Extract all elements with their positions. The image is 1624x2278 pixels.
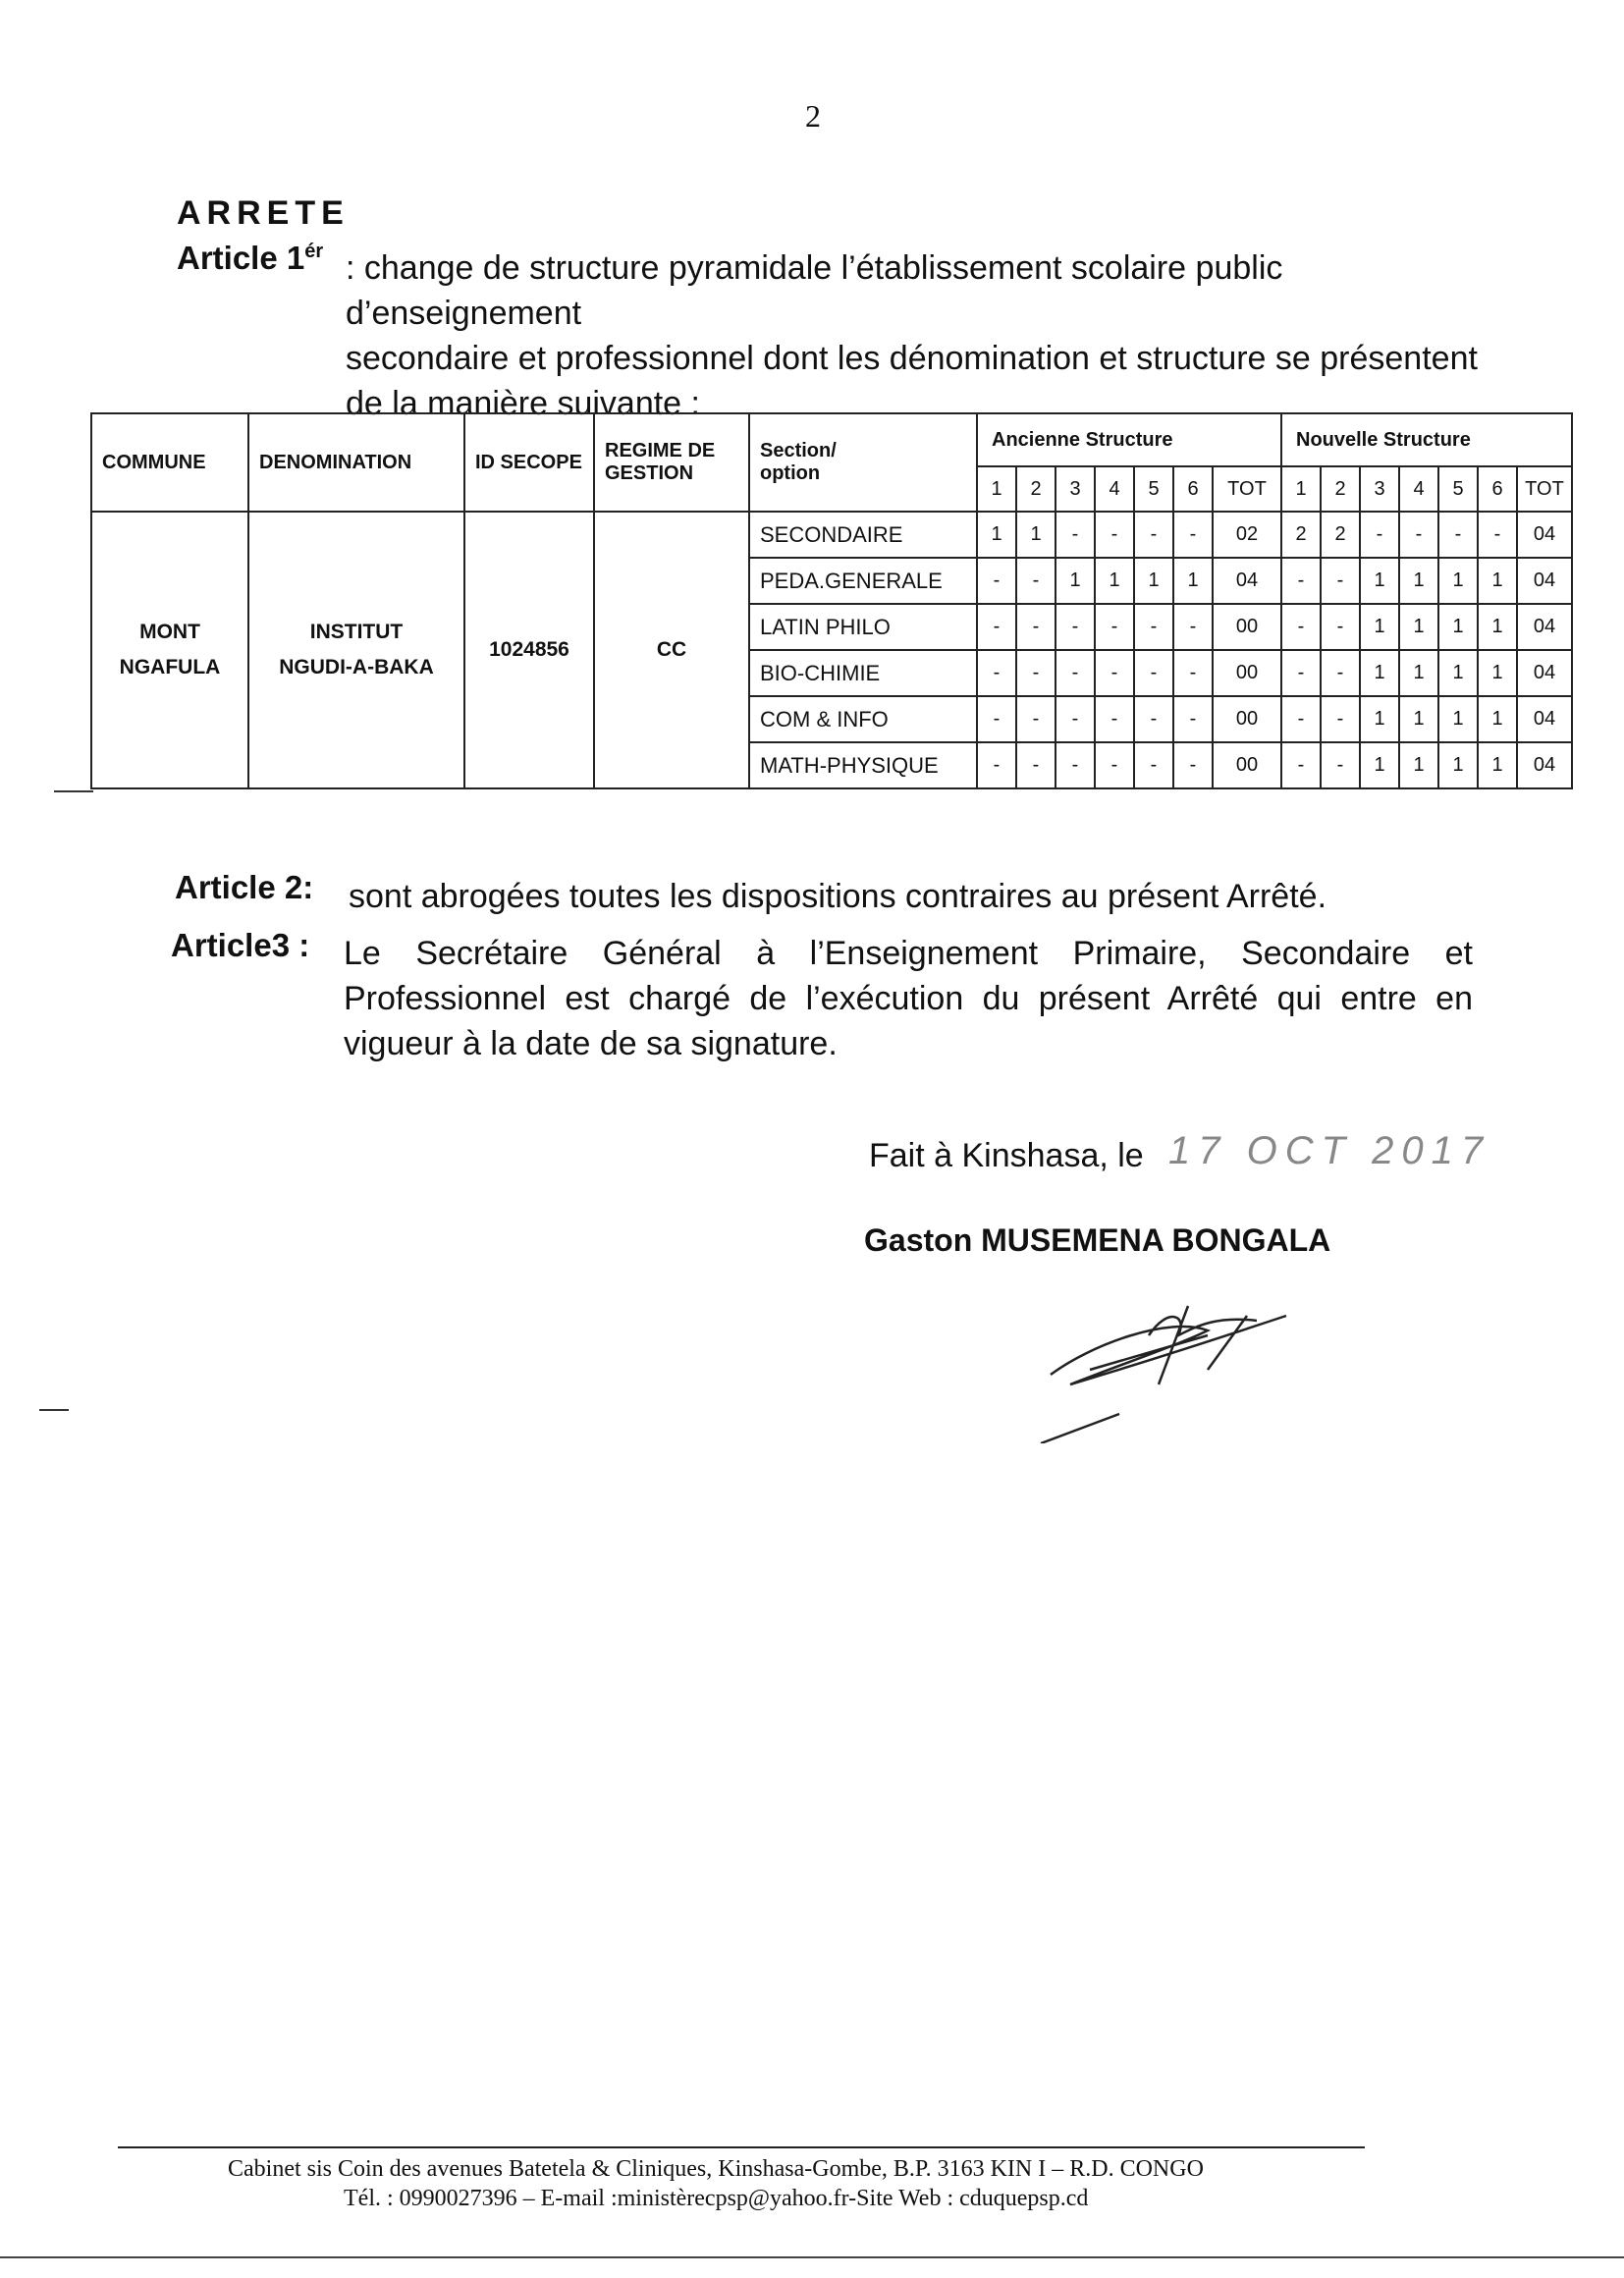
- nouvelle-value-cell: -: [1399, 512, 1438, 558]
- ancienne-value-cell: -: [1016, 696, 1056, 742]
- article-1-line-2: secondaire et professionnel dont les dénomination et structure se présentent: [346, 340, 1478, 377]
- header-nouvelle-col: 4: [1399, 466, 1438, 512]
- header-section: [749, 413, 977, 512]
- article-1-line-3: de la manière suivante :: [346, 385, 700, 422]
- nouvelle-value-cell: 1: [1438, 604, 1478, 650]
- nouvelle-value-cell: 1: [1478, 558, 1517, 604]
- date-line: Fait à Kinshasa, le: [869, 1137, 1144, 1174]
- ancienne-value-cell: -: [1095, 696, 1134, 742]
- nouvelle-value-cell: 1: [1478, 604, 1517, 650]
- header-section-line-2: option: [760, 462, 821, 484]
- header-ancienne-col: 1: [977, 466, 1016, 512]
- ancienne-value-cell: -: [1134, 696, 1173, 742]
- ancienne-value-cell: -: [1134, 512, 1173, 558]
- ancienne-value-cell: -: [1095, 650, 1134, 696]
- header-nouvelle-structure: Nouvelle Structure: [1281, 413, 1572, 466]
- ancienne-value-cell: -: [1173, 650, 1213, 696]
- table-header-row-1: [91, 413, 1572, 466]
- nouvelle-value-cell: -: [1321, 604, 1360, 650]
- nouvelle-value-cell: 1: [1399, 558, 1438, 604]
- header-nouvelle-col: 2: [1321, 466, 1360, 512]
- article-1-line-1: : change de structure pyramidale l’établissement scolaire public d’enseignement: [346, 249, 1283, 332]
- ancienne-value-cell: -: [1095, 512, 1134, 558]
- nouvelle-value-cell: 1: [1399, 742, 1438, 788]
- nouvelle-value-cell: 1: [1360, 742, 1399, 788]
- ancienne-value-cell: 1: [1173, 558, 1213, 604]
- ancienne-value-cell: -: [977, 650, 1016, 696]
- section-option-cell: SECONDAIRE: [749, 512, 977, 558]
- ancienne-value-cell: 02: [1213, 512, 1281, 558]
- ancienne-value-cell: -: [1056, 650, 1095, 696]
- denomination-cell-line: NGUDI-A-BAKA: [279, 656, 434, 678]
- ancienne-value-cell: -: [1134, 742, 1173, 788]
- commune-cell: [91, 512, 248, 788]
- signatory-name: Gaston MUSEMENA BONGALA: [864, 1222, 1331, 1258]
- ancienne-value-cell: -: [1134, 604, 1173, 650]
- ancienne-value-cell: -: [1173, 512, 1213, 558]
- section-option-cell: MATH-PHYSIQUE: [749, 742, 977, 788]
- header-ancienne-col: 4: [1095, 466, 1134, 512]
- nouvelle-value-cell: 1: [1478, 696, 1517, 742]
- ancienne-value-cell: 1: [977, 512, 1016, 558]
- date-stamp: 17 OCT 2017: [1168, 1129, 1491, 1172]
- nouvelle-value-cell: 04: [1517, 742, 1572, 788]
- article-2-text: sont abrogées toutes les dispositions contraires au présent Arrêté.: [349, 878, 1327, 915]
- section-option-cell: PEDA.GENERALE: [749, 558, 977, 604]
- nouvelle-value-cell: 1: [1399, 604, 1438, 650]
- nouvelle-value-cell: -: [1321, 742, 1360, 788]
- header-ancienne-col: 6: [1173, 466, 1213, 512]
- header-ancienne-structure: Ancienne Structure: [977, 413, 1281, 466]
- nouvelle-value-cell: -: [1321, 558, 1360, 604]
- page-number: 2: [805, 98, 821, 134]
- nouvelle-value-cell: 1: [1360, 650, 1399, 696]
- nouvelle-value-cell: -: [1281, 604, 1321, 650]
- nouvelle-value-cell: 1: [1360, 558, 1399, 604]
- nouvelle-value-cell: -: [1321, 650, 1360, 696]
- ancienne-value-cell: -: [1095, 742, 1134, 788]
- header-nouvelle-col: TOT: [1517, 466, 1572, 512]
- ancienne-value-cell: -: [1056, 512, 1095, 558]
- header-ancienne-col: 2: [1016, 466, 1056, 512]
- ancienne-value-cell: -: [977, 604, 1016, 650]
- nouvelle-value-cell: 2: [1321, 512, 1360, 558]
- nouvelle-value-cell: 1: [1438, 742, 1478, 788]
- header-regime: [594, 413, 749, 512]
- section-option-cell: LATIN PHILO: [749, 604, 977, 650]
- structure-table: [90, 412, 1573, 789]
- commune-cell-line: NGAFULA: [119, 656, 221, 678]
- footer-rule: [118, 2146, 1365, 2148]
- article-1-text: [346, 245, 1514, 426]
- nouvelle-value-cell: 2: [1281, 512, 1321, 558]
- handwritten-signature: [1031, 1276, 1355, 1443]
- regime-cell-line: CC: [656, 638, 687, 661]
- ancienne-value-cell: -: [1016, 742, 1056, 788]
- nouvelle-value-cell: 1: [1438, 558, 1478, 604]
- header-regime-line-2: GESTION: [605, 462, 694, 484]
- nouvelle-value-cell: 1: [1478, 650, 1517, 696]
- ancienne-value-cell: 1: [1056, 558, 1095, 604]
- nouvelle-value-cell: -: [1478, 512, 1517, 558]
- header-denomination: DENOMINATION: [248, 413, 464, 512]
- nouvelle-value-cell: 04: [1517, 696, 1572, 742]
- header-ancienne-col: 3: [1056, 466, 1095, 512]
- footer-contact: Tél. : 0990027396 – E-mail :ministèrecpsp@yahoo.fr-Site Web : cduquepsp.cd: [344, 2186, 1089, 2211]
- ancienne-value-cell: -: [1056, 696, 1095, 742]
- header-regime-line-1: REGIME DE: [605, 440, 716, 461]
- ancienne-value-cell: -: [1173, 696, 1213, 742]
- regime-cell: [594, 512, 749, 788]
- commune-cell-line: MONT: [139, 621, 200, 643]
- ancienne-value-cell: -: [1134, 650, 1173, 696]
- ancienne-value-cell: -: [1016, 558, 1056, 604]
- nouvelle-value-cell: 1: [1438, 650, 1478, 696]
- section-option-cell: BIO-CHIMIE: [749, 650, 977, 696]
- nouvelle-value-cell: -: [1281, 650, 1321, 696]
- article-1-label-text: Article 1: [177, 240, 305, 276]
- ancienne-value-cell: 1: [1134, 558, 1173, 604]
- ancienne-value-cell: -: [977, 558, 1016, 604]
- nouvelle-value-cell: -: [1281, 558, 1321, 604]
- section-option-cell: COM & INFO: [749, 696, 977, 742]
- ancienne-value-cell: 00: [1213, 742, 1281, 788]
- nouvelle-value-cell: 1: [1399, 650, 1438, 696]
- nouvelle-value-cell: -: [1438, 512, 1478, 558]
- header-ancienne-col: 5: [1134, 466, 1173, 512]
- header-nouvelle-col: 3: [1360, 466, 1399, 512]
- nouvelle-value-cell: 1: [1478, 742, 1517, 788]
- ancienne-value-cell: 1: [1095, 558, 1134, 604]
- scan-mark: [54, 790, 93, 792]
- ancienne-value-cell: 1: [1016, 512, 1056, 558]
- ancienne-value-cell: -: [1095, 604, 1134, 650]
- nouvelle-value-cell: 04: [1517, 512, 1572, 558]
- nouvelle-value-cell: 04: [1517, 604, 1572, 650]
- nouvelle-value-cell: -: [1281, 742, 1321, 788]
- nouvelle-value-cell: -: [1321, 696, 1360, 742]
- ancienne-value-cell: -: [1173, 604, 1213, 650]
- nouvelle-value-cell: 04: [1517, 650, 1572, 696]
- header-nouvelle-col: 5: [1438, 466, 1478, 512]
- article-1-label: [177, 240, 323, 277]
- nouvelle-value-cell: 1: [1360, 696, 1399, 742]
- nouvelle-value-cell: 1: [1438, 696, 1478, 742]
- header-id-secope: ID SECOPE: [464, 413, 594, 512]
- header-nouvelle-col: 6: [1478, 466, 1517, 512]
- article-1-superscript: ér: [304, 241, 324, 262]
- nouvelle-value-cell: 1: [1360, 604, 1399, 650]
- ancienne-value-cell: -: [1016, 604, 1056, 650]
- nouvelle-value-cell: -: [1360, 512, 1399, 558]
- ancienne-value-cell: -: [1173, 742, 1213, 788]
- nouvelle-value-cell: 04: [1517, 558, 1572, 604]
- ancienne-value-cell: 04: [1213, 558, 1281, 604]
- ancienne-value-cell: 00: [1213, 650, 1281, 696]
- ancienne-value-cell: 00: [1213, 696, 1281, 742]
- scan-mark: [39, 1409, 69, 1411]
- article-3-label: Article3 :: [171, 927, 310, 963]
- header-ancienne-col: TOT: [1213, 466, 1281, 512]
- denomination-cell: [248, 512, 464, 788]
- article-3-text: Le Secrétaire Général à l’Enseignement Primaire, Secondaire et Professionnel est chargé de l’exécution du présent Arrêté qui entre en vigueur à la date de sa signature.: [344, 935, 1473, 1062]
- article-2-label: Article 2:: [175, 869, 314, 905]
- denomination-cell-line: INSTITUT: [309, 621, 404, 643]
- ancienne-value-cell: -: [977, 742, 1016, 788]
- ancienne-value-cell: -: [977, 696, 1016, 742]
- header-nouvelle-col: 1: [1281, 466, 1321, 512]
- decree-heading: ARRETE: [177, 194, 350, 232]
- id-secope-cell: [464, 512, 594, 788]
- bottom-rule: [0, 2256, 1624, 2258]
- header-commune: COMMUNE: [91, 413, 248, 512]
- header-section-line-1: Section/: [760, 440, 837, 461]
- table-body: [91, 512, 1572, 788]
- id-secope-cell-line: 1024856: [489, 638, 569, 661]
- table-row: [91, 512, 1572, 558]
- nouvelle-value-cell: 1: [1399, 696, 1438, 742]
- ancienne-value-cell: -: [1056, 742, 1095, 788]
- footer-address: Cabinet sis Coin des avenues Batetela & Cliniques, Kinshasa-Gombe, B.P. 3163 KIN I – R.D. CONGO: [228, 2156, 1204, 2182]
- ancienne-value-cell: 00: [1213, 604, 1281, 650]
- nouvelle-value-cell: -: [1281, 696, 1321, 742]
- ancienne-value-cell: -: [1016, 650, 1056, 696]
- ancienne-value-cell: -: [1056, 604, 1095, 650]
